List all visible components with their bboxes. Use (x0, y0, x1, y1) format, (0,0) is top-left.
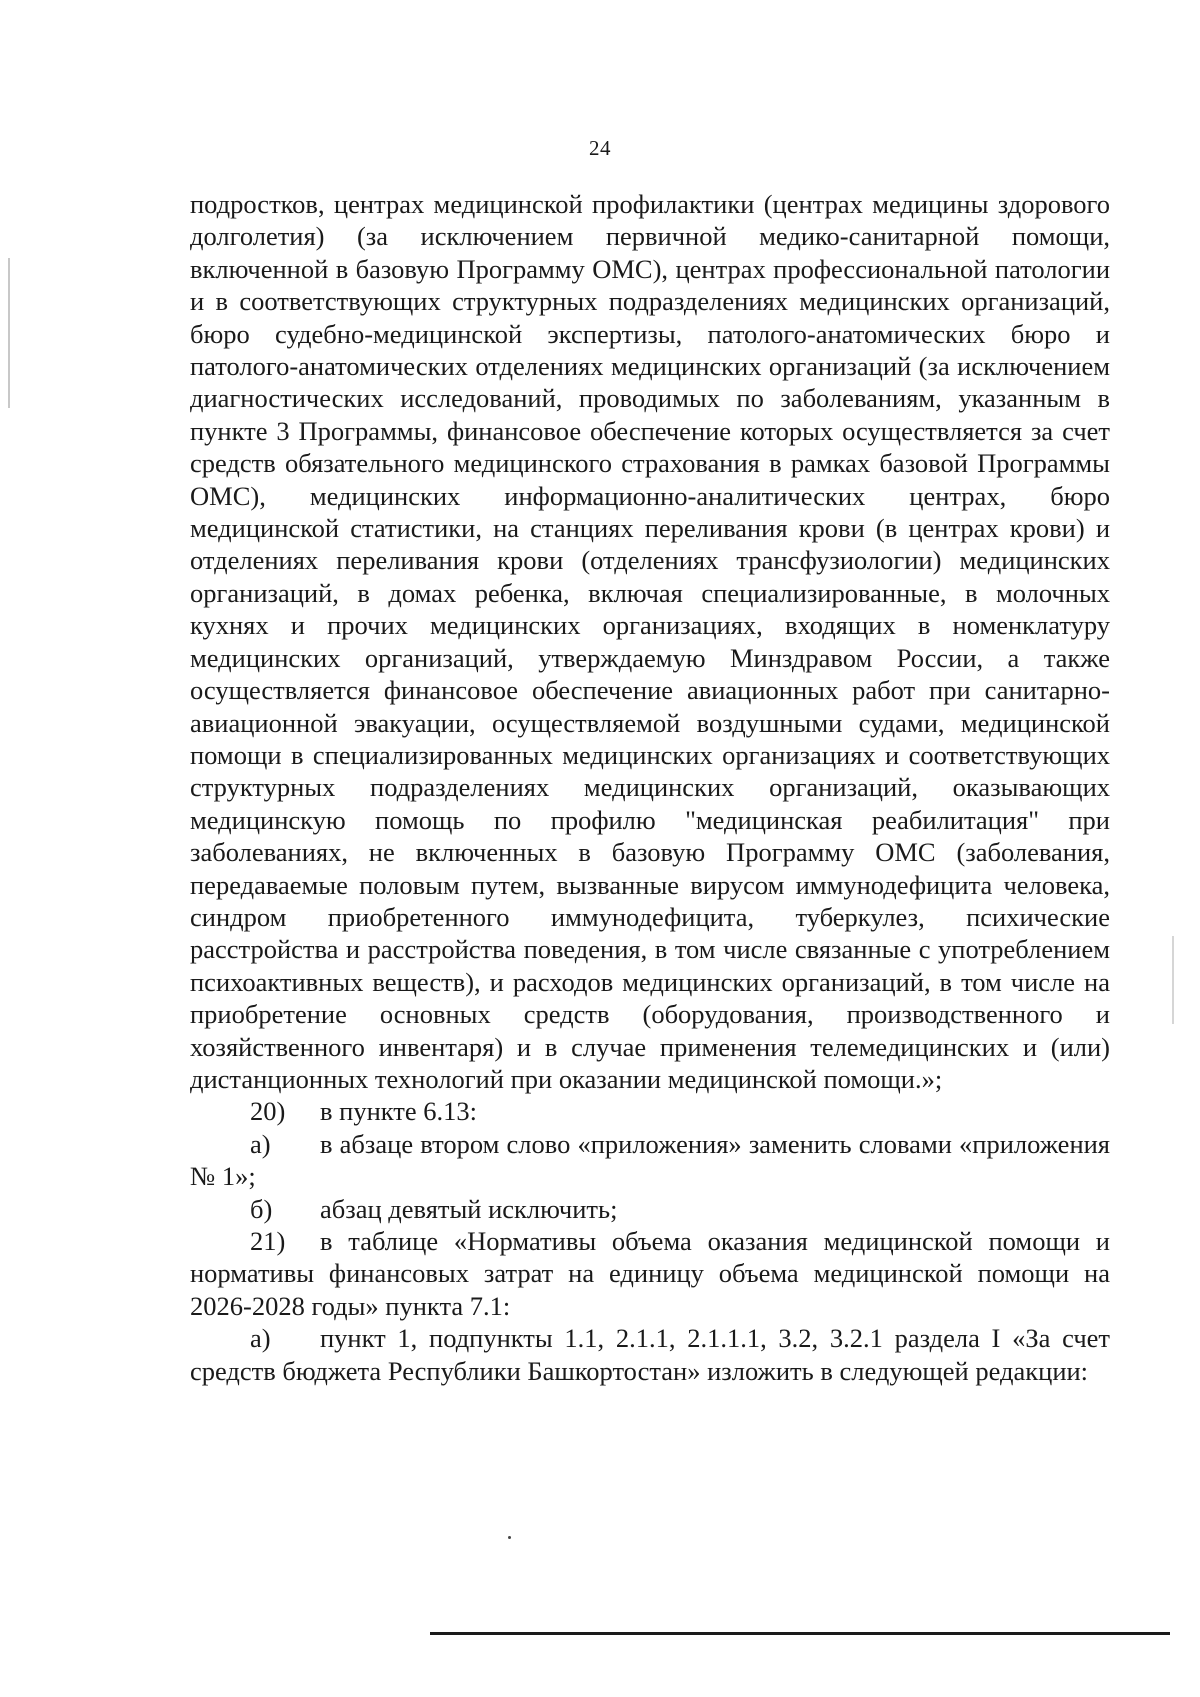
paragraph-continuation: подростков, центрах медицинской профилактики (центрах медицины здорового долголетия) (за исключением первичной медико-санитарной помощи, включенной в базовую Программу ОМС), центрах профессиональной патологии и в соответствующих структурных подразделениях медицинских организаций, бюро судебно-медицинской экспертизы, патолого-анатомических бюро и патолого-анатомических отделениях медицинских организаций (за исключением диагностических исследований, проводимых по заболеваниям, указанным в пункте 3 Программы, финансовое обеспечение которых осуществляется за счет средств обязательного медицинского страхования в рамках базовой Программы ОМС), медицинских информационно-аналитических центрах, бюро медицинской статистики, на станциях переливания крови (в центрах крови) и отделениях переливания крови (отделениях трансфузиологии) медицинских организаций, в домах ребенка, включая специализированные, в молочных кухнях и прочих медицинских организациях, входящих в номенклатуру медицинских организаций, утверждаемую Минздравом России, а также осуществляется финансовое обеспечение авиационных работ при санитарно-авиационной эвакуации, осуществляемой воздушными судами, медицинской помощи в специализированных медицинских организациях и соответствующих структурных подразделениях медицинских организаций, оказывающих медицинскую помощь по профилю "медицинская реабилитация" при заболеваниях, не включенных в базовую Программу ОМС (заболевания, передаваемые половым путем, вызванные вирусом иммунодефицита человека, синдром приобретенного иммунодефицита, туберкулез, психические расстройства и расстройства поведения, в том числе связанные с употреблением психоактивных веществ), и расходов медицинских организаций, в том числе на приобретение основных средств (оборудования, производственного и хозяйственного инвентаря) и в случае применения телемедицинских и (или) дистанционных технологий при оказании медицинской помощи.»; (190, 189, 1110, 1094)
item-marker: 21) (250, 1226, 286, 1256)
item-marker: б) (250, 1193, 273, 1224)
item-text: пункт 1, подпункты 1.1, 2.1.1, 2.1.1.1, 3.2, 3.2.1 раздела I «За счет средств бюджета Республики Башкортостан» изложить в следующей редакции: (190, 1323, 1110, 1386)
item-marker: а) (250, 1128, 271, 1159)
list-item (190, 1095, 1110, 1127)
list-item (190, 1128, 1110, 1193)
document-body (190, 188, 1110, 1387)
bottom-rule (430, 1632, 1170, 1635)
item-text: в абзаце втором слово «приложения» заменить словами «приложения № 1»; (190, 1128, 1110, 1192)
item-text: в пункте 6.13: (320, 1096, 477, 1127)
list-item (190, 1322, 1110, 1387)
item-marker: а) (250, 1323, 271, 1354)
list-item (190, 1225, 1110, 1322)
scan-artifact-left (8, 258, 10, 408)
page-number: 24 (589, 136, 611, 160)
item-text: в таблице «Нормативы объема оказания медицинской помощи и нормативы финансовых затрат на единицу объема медицинской помощи на 2026-2028 годы» пункта 7.1: (190, 1226, 1110, 1321)
list-item (190, 1193, 1110, 1225)
scan-artifact-right (1172, 936, 1174, 1024)
item-marker: 20) (250, 1096, 286, 1127)
scan-speck (508, 1536, 511, 1539)
item-text: абзац девятый исключить; (320, 1193, 618, 1224)
